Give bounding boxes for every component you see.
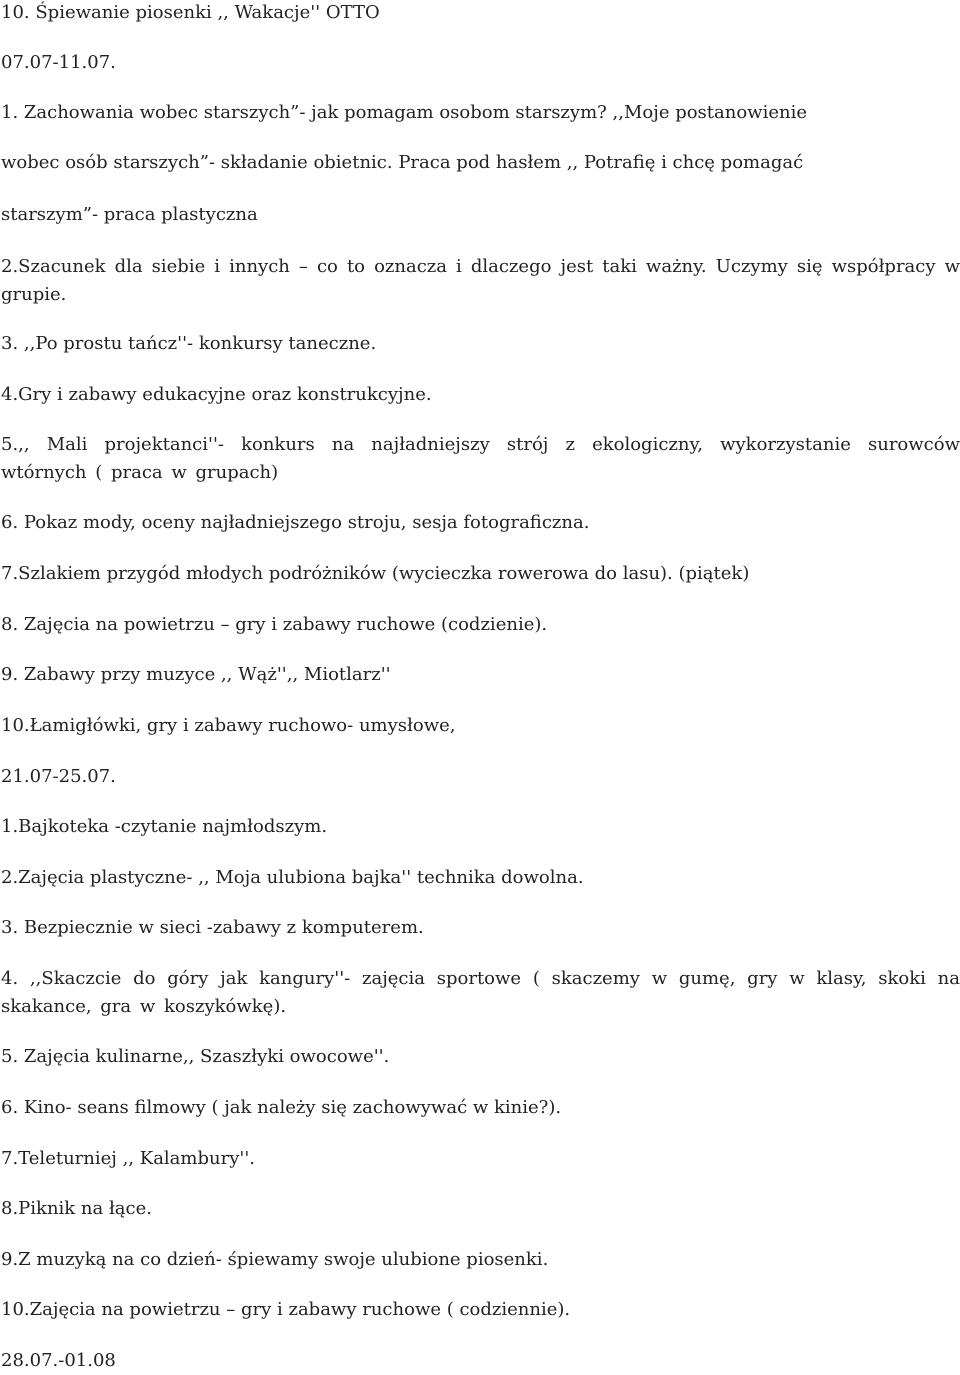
text-line: 9.Z muzyką na co dzień- śpiewamy swoje ulubione piosenki. bbox=[1, 1249, 549, 1270]
text-paragraph: 2.Szacunek dla siebie i innych – co to oznacza i dlaczego jest taki ważny. Uczymy się współpracy w grupie. bbox=[1, 256, 960, 305]
text-line: 7.Szlakiem przygód młodych podróżników (wycieczka rowerowa do lasu). (piątek) bbox=[1, 563, 750, 584]
text-paragraph: 5.,, Mali projektanci''- konkurs na najładniejszy strój z ekologiczny, wykorzystanie surowców wtórnych ( praca w grupach) bbox=[1, 434, 960, 483]
text-line: 10.Zajęcia na powietrzu – gry i zabawy ruchowe ( codziennie). bbox=[1, 1299, 571, 1320]
text-line: wobec osób starszych”- składanie obietnic. Praca pod hasłem ,, Potrafię i chcę pomagać bbox=[1, 152, 804, 173]
date-range-heading: 28.07.-01.08 bbox=[1, 1350, 116, 1371]
text-line: 4.Gry i zabawy edukacyjne oraz konstrukcyjne. bbox=[1, 384, 432, 405]
text-paragraph: 4. ,,Skaczcie do góry jak kangury''- zajęcia sportowe ( skaczemy w gumę, gry w klasy, skoki na skakance, gra w koszykówkę). bbox=[1, 968, 960, 1017]
text-line: 10. Śpiewanie piosenki ,, Wakacje'' OTTO bbox=[1, 2, 380, 23]
text-line: 6. Kino- seans filmowy ( jak należy się zachowywać w kinie?). bbox=[1, 1097, 562, 1118]
text-line: 8. Zajęcia na powietrzu – gry i zabawy ruchowe (codzienie). bbox=[1, 614, 548, 635]
text-line: 6. Pokaz mody, oceny najładniejszego stroju, sesja fotograficzna. bbox=[1, 512, 590, 533]
text-line: starszym”- praca plastyczna bbox=[1, 204, 258, 225]
text-line: 3. Bezpiecznie w sieci -zabawy z komputerem. bbox=[1, 917, 424, 938]
text-line: 3. ,,Po prostu tańcz''- konkursy taneczne. bbox=[1, 333, 377, 354]
text-line: 2.Zajęcia plastyczne- ,, Moja ulubiona bajka'' technika dowolna. bbox=[1, 867, 584, 888]
text-line: 1. Zachowania wobec starszych”- jak pomagam osobom starszym? ,,Moje postanowienie bbox=[1, 102, 808, 123]
text-line: 7.Teleturniej ,, Kalambury''. bbox=[1, 1148, 255, 1169]
text-line: 8.Piknik na łące. bbox=[1, 1198, 152, 1219]
date-range-heading: 07.07-11.07. bbox=[1, 52, 116, 73]
text-line: 1.Bajkoteka -czytanie najmłodszym. bbox=[1, 816, 328, 837]
text-line: 9. Zabawy przy muzyce ,, Wąż'',, Miotlarz'' bbox=[1, 664, 391, 685]
text-line: 5. Zajęcia kulinarne,, Szaszłyki owocowe''. bbox=[1, 1046, 390, 1067]
text-line: 10.Łamigłówki, gry i zabawy ruchowo- umysłowe, bbox=[1, 715, 456, 736]
date-range-heading: 21.07-25.07. bbox=[1, 766, 116, 787]
